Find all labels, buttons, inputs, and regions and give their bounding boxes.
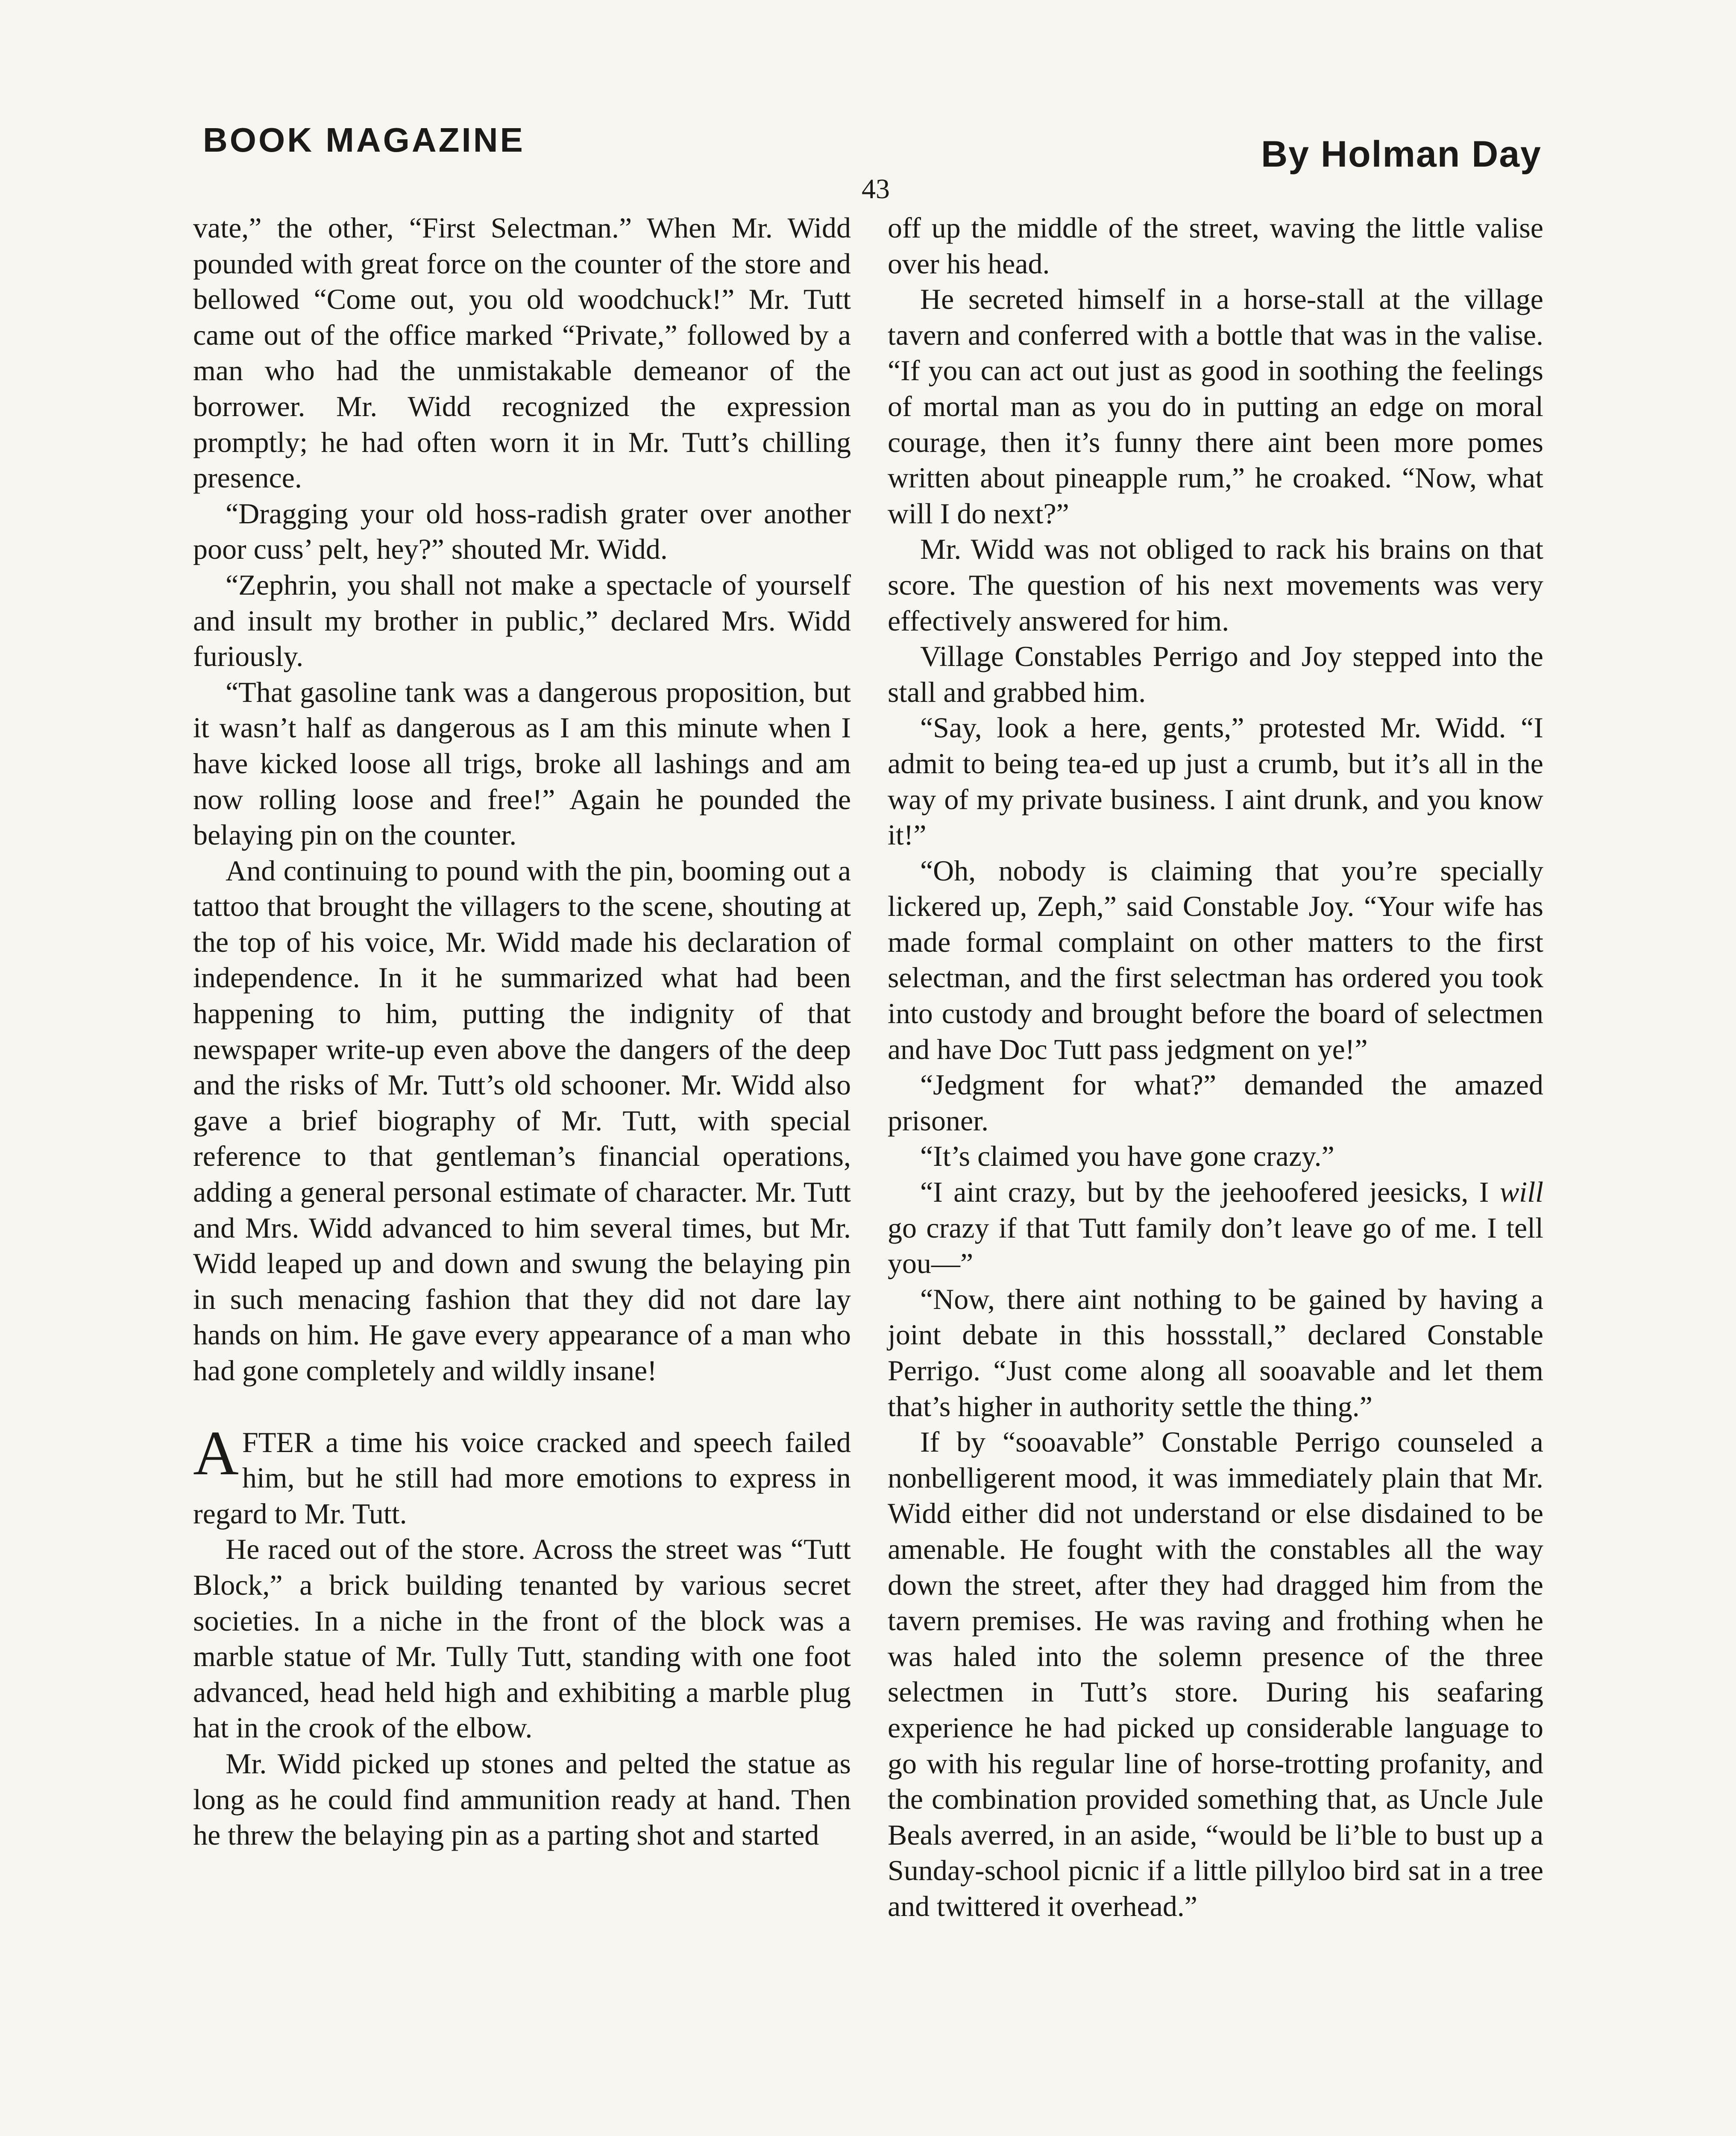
paragraph: Village Constables Perrigo and Joy stepped into the stall and grabbed him. [888,640,1543,708]
paragraph: “Jedgment for what?” demanded the amazed prisoner. [888,1068,1543,1137]
paragraph: off up the middle of the street, waving the little valise over his head. [888,211,1543,280]
paragraph [888,1174,1543,1282]
paragraph: He secreted himself in a horse-stall at the village tavern and conferred with a bottle that was in the valise. “If you can act out just as good in soothing the feelings of mortal man as you do in putting an edge on moral courage, then it’s funny there aint been more pomes written about pineapple rum,” he croaked. “Now, what will I do next?” [888,283,1543,530]
paragraph: And continuing to pound with the pin, booming out a tattoo that brought the villagers to the scene, shouting at the top of his voice, Mr. Widd made his declaration of independence. In it he summarized what had been happening to him, putting the indignity of that newspaper write-up even above the dangers of the deep and the risks of Mr. Tutt’s old schooner. Mr. Widd also gave a brief biography of Mr. Tutt, with special reference to that gentleman’s financial operations, adding a general personal estimate of character. Mr. Tutt and Mrs. Widd advanced to him several times, but Mr. Widd leaped up and down and swung the belaying pin in such menacing fashion that they did not dare lay hands on him. He gave every appearance of a man who had gone completely and wildly insane! [193,854,851,1387]
paragraph: “That gasoline tank was a dangerous proposition, but it wasn’t half as dangerous as I am this minute when I have kicked loose all trigs, broke all lashings and am now rolling loose and free!” Again he pounded the belaying pin on the counter. [193,675,851,851]
paragraph: If by “sooavable” Constable Perrigo counseled a nonbelligerent mood, it was immediately plain that Mr. Widd either did not understand or else disdained to be amenable. He fought with the constables all the way down the street, after they had dragged him from the tavern premises. He was raving and frothing when he was haled into the solemn presence of the three selectmen in Tutt’s store. During his seafaring experience he had picked up considerable language to go with his regular line of horse-trotting profanity, and the combination provided something that, as Uncle Jule Beals averred, in an aside, “would be li’ble to bust up a Sunday-school picnic if a little pillyloo bird sat in a tree and twittered it overhead.” [888,1426,1543,1922]
author-byline: By Holman Day [1261,134,1542,175]
right-column [888,210,1543,1925]
paragraph: vate,” the other, “First Selectman.” When Mr. Widd pounded with great force on the counter of the store and bellowed “Come out, you old woodchuck!” Mr. Tutt came out of the office marked “Private,” followed by a man who had the unmistakable demeanor of the borrower. Mr. Widd recognized the expression promptly; he had often worn it in Mr. Tutt’s chilling presence. [193,211,851,494]
left-column [193,210,851,1853]
paragraph: “Dragging your old hoss-radish grater over another poor cuss’ pelt, hey?” shouted Mr. Widd. [193,497,851,566]
section-break [193,1389,851,1425]
drop-cap: A [193,1418,239,1488]
paragraph-text: FTER a time his voice cracked and speech failed him, but he still had more emotions to express in regard to Mr. Tutt. [193,1426,851,1530]
paragraph: He raced out of the store. Across the street was “Tutt Block,” a brick building tenanted by various secret societies. In a niche in the front of the block was a marble statue of Mr. Tully Tutt, standing with one foot advanced, head held high and exhibiting a marble plug hat in the crook of the elbow. [193,1533,851,1744]
paragraph: “Say, look a here, gents,” protested Mr. Widd. “I admit to being tea-ed up just a crumb, but it’s all in the way of my private business. I aint drunk, and you know it!” [888,711,1543,851]
paragraph: Mr. Widd was not obliged to rack his brains on that score. The question of his next movements was very effectively answered for him. [888,533,1543,637]
paragraph: Mr. Widd picked up stones and pelted the statue as long as he could find ammunition ready at hand. Then he threw the belaying pin as a parting shot and started [193,1747,851,1851]
magazine-title: BOOK MAGAZINE [203,121,525,159]
emphasized-word: will [1499,1176,1543,1209]
section-opening-paragraph [193,1418,851,1532]
paragraph-text: “I aint crazy, but by the jeehoofered jeesicks, I [920,1176,1500,1209]
paragraph-text: go crazy if that Tutt family don’t leave go of me. I tell you—” [888,1211,1543,1280]
paragraph: “Zephrin, you shall not make a spectacle of yourself and insult my brother in public,” declared Mrs. Widd furiously. [193,568,851,673]
paragraph: “Oh, nobody is claiming that you’re specially lickered up, Zeph,” said Constable Joy. “Your wife has made formal complaint on other matters to the first selectman, and the first selectman has ordered you took into custody and brought before the board of selectmen and have Doc Tutt pass jedgment on ye!” [888,854,1543,1065]
paragraph: “Now, there aint nothing to be gained by having a joint debate in this hossstall,” declared Constable Perrigo. “Just come along all sooavable and let them that’s higher in authority settle the thing.” [888,1282,1543,1423]
page-number: 43 [862,173,890,205]
paragraph: “It’s claimed you have gone crazy.” [920,1140,1334,1173]
